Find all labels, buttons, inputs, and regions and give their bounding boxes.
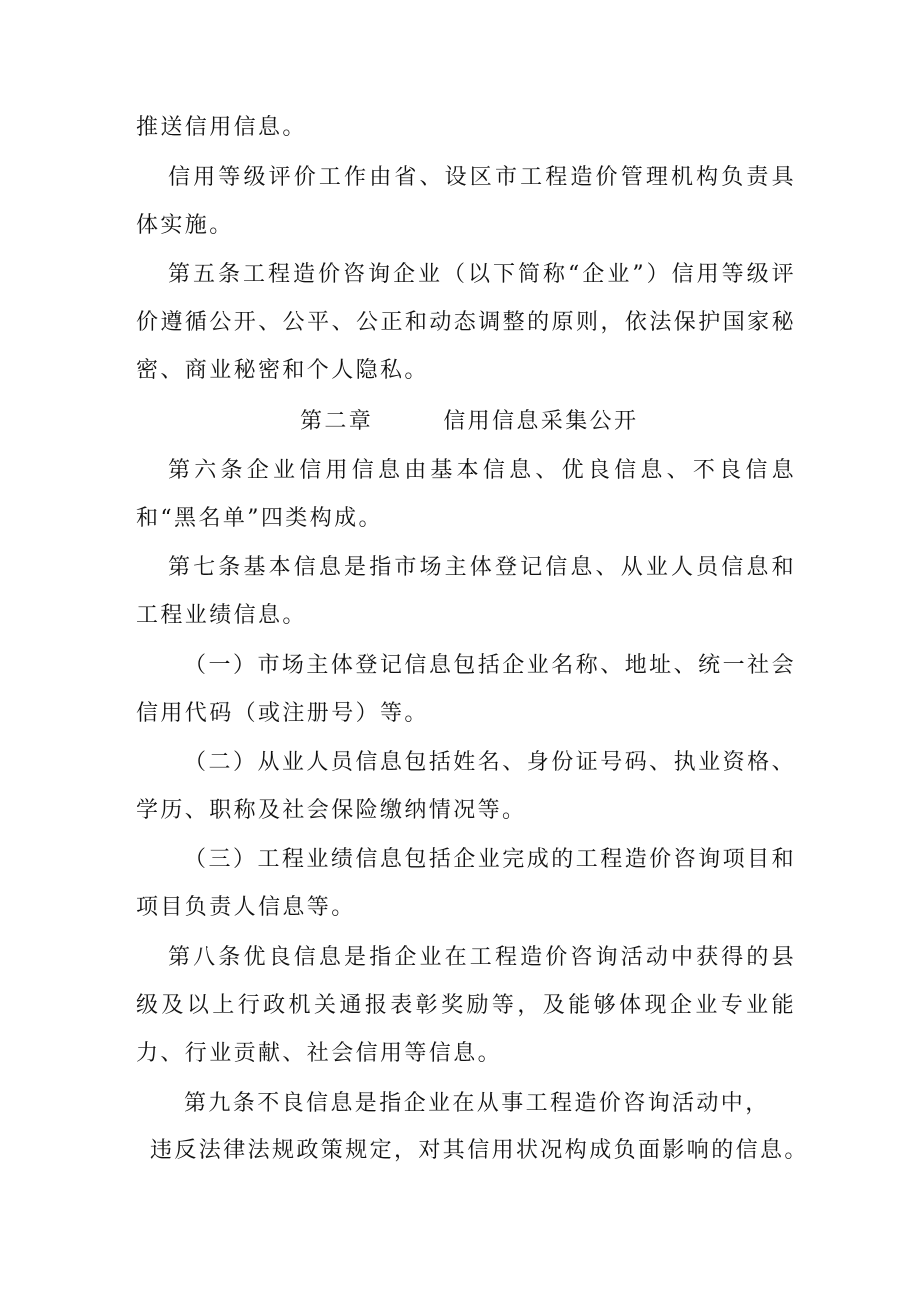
article-9-line-1: 第九条不良信息是指企业在从事工程造价咨询活动中， bbox=[184, 1091, 770, 1116]
article-7-item-1: （一）市场主体登记信息包括企业名称、地址、统一社会信用代码（或注册号）等。 bbox=[136, 653, 796, 726]
chapter-title: 信用信息采集公开 bbox=[443, 409, 639, 434]
chapter-number: 第二章 bbox=[300, 409, 374, 434]
chapter-heading bbox=[300, 398, 700, 446]
article-7-item-2: （二）从业人员信息包括姓名、身份证号码、执业资格、学历、职称及社会保险缴纳情况等。 bbox=[136, 750, 796, 823]
paragraph-implementation: 信用等级评价工作由省、设区市工程造价管理机构负责具体实施。 bbox=[136, 165, 796, 238]
article-7: 第七条基本信息是指市场主体登记信息、从业人员信息和工程业绩信息。 bbox=[136, 555, 796, 628]
paragraph-continuation: 推送信用信息。 bbox=[136, 115, 307, 140]
article-6: 第六条企业信用信息由基本信息、优良信息、不良信息和“黑名单”四类构成。 bbox=[136, 458, 796, 531]
article-5: 第五条工程造价咨询企业（以下简称“企业”）信用等级评价遵循公开、公平、公正和动态调整的原则，依法保护国家秘密、商业秘密和个人隐私。 bbox=[136, 262, 796, 383]
article-7-item-3: （三）工程业绩信息包括企业完成的工程造价咨询项目和项目负责人信息等。 bbox=[136, 847, 796, 920]
article-9-line-2: 违反法律法规政策规定，对其信用状况构成负面影响的信息。 bbox=[150, 1138, 809, 1163]
article-8: 第八条优良信息是指企业在工程造价咨询活动中获得的县级及以上行政机关通报表彰奖励等，及能够体现企业专业能力、行业贡献、社会信用等信息。 bbox=[136, 945, 796, 1066]
